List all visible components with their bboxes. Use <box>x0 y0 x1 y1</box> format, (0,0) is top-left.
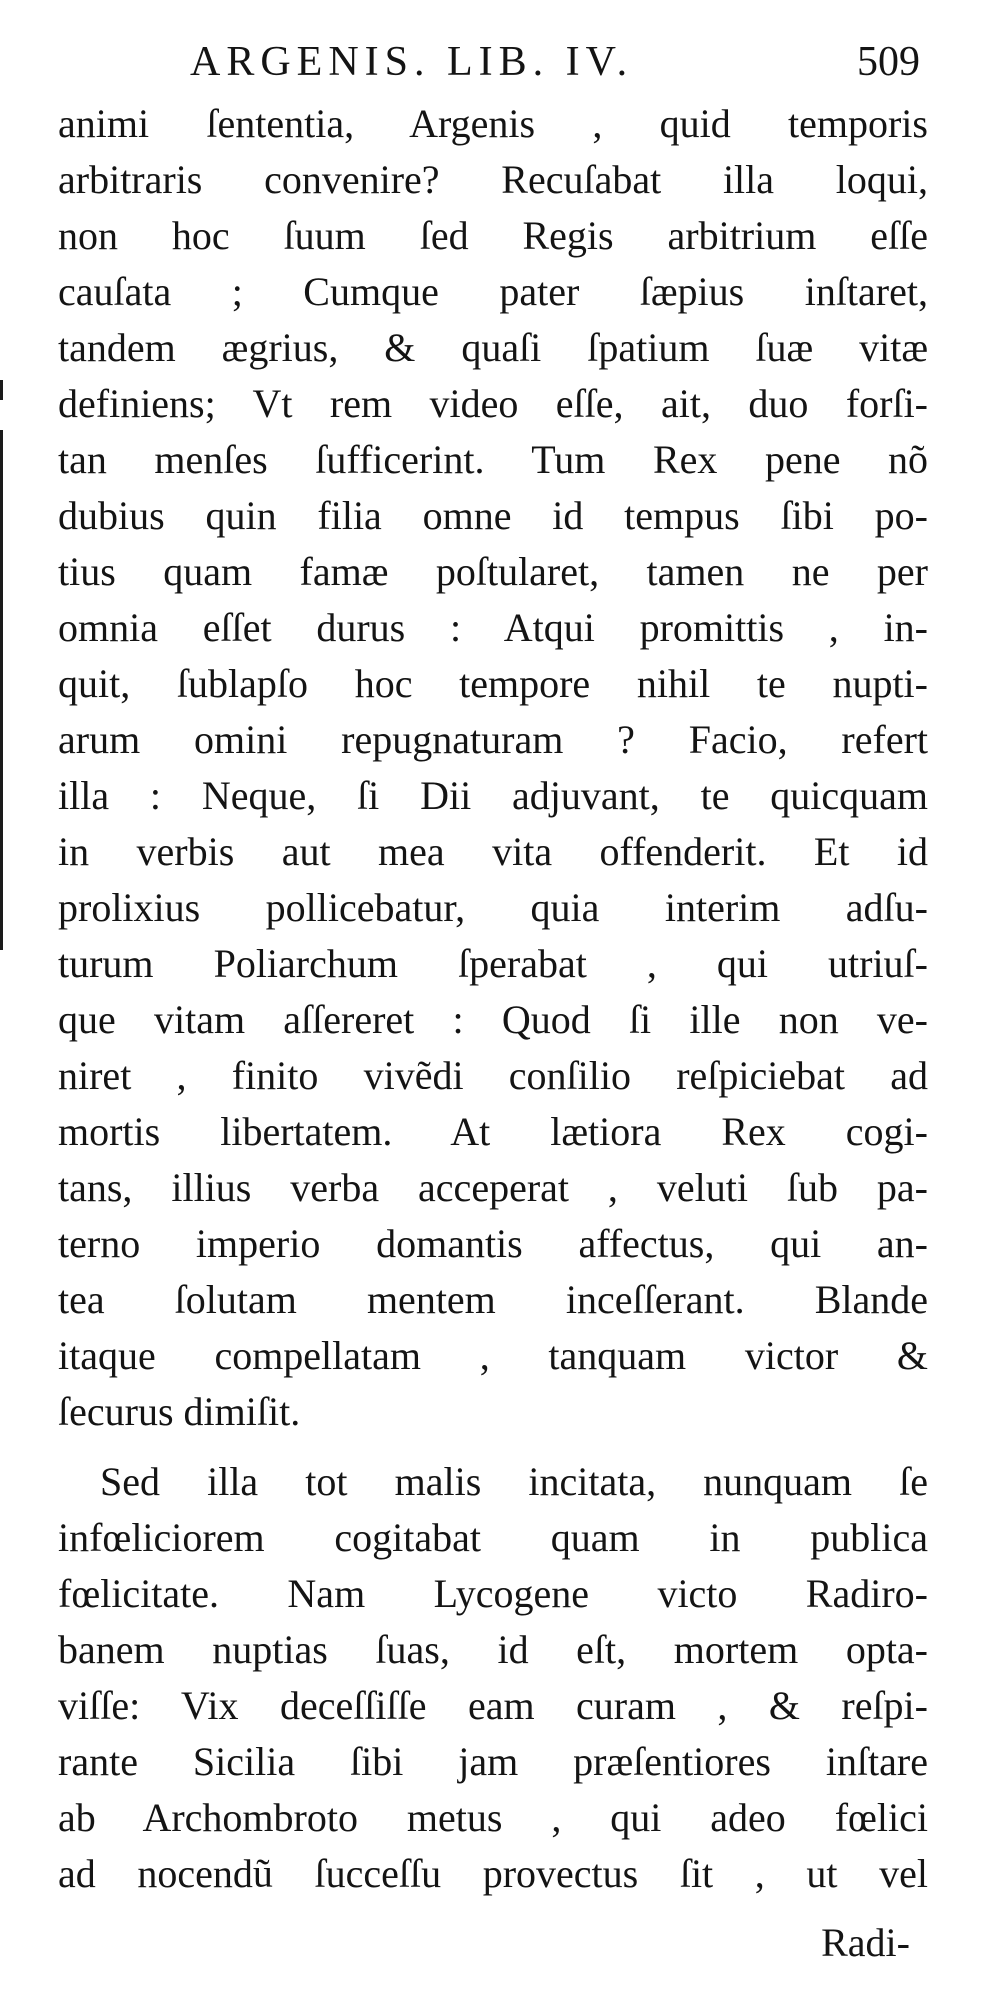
text-line: Sed illa tot malis incitata, nunquam ſe <box>100 1459 928 1504</box>
page-number: 509 <box>857 39 920 85</box>
text-line: ab Archombroto metus , qui adeo fœlici <box>58 1795 928 1840</box>
text-line: non hoc ſuum ſed Regis arbitrium eſſe <box>58 213 928 258</box>
paragraph-1 <box>58 96 928 1440</box>
text-line: tan menſes ſufficerint. Tum Rex pene nõ <box>58 437 928 482</box>
text-line: itaque compellatam , tanquam victor & <box>58 1333 928 1378</box>
text-line: infœliciorem cogitabat quam in publica <box>58 1515 928 1560</box>
text-line: tandem ægrius, & quaſi ſpatium ſuæ vitæ <box>58 325 928 370</box>
text-line: rante Sicilia ſibi jam præſentiores inſtare <box>58 1739 928 1784</box>
text-line: ad nocendũ ſucceſſu provectus ſit , ut vel <box>58 1851 928 1896</box>
text-line: in verbis aut mea vita offenderit. Et id <box>58 829 928 874</box>
paragraph-gap <box>58 1440 928 1454</box>
text-line: animi ſententia, Argenis , quid temporis <box>58 101 928 146</box>
paragraph-2 <box>58 1454 928 1902</box>
text-line: fœlicitate. Nam Lycogene victo Radiro- <box>58 1571 928 1616</box>
text-line: turum Poliarchum ſperabat , qui utriuſ- <box>58 941 928 986</box>
text-line: ſecurus dimiſit. <box>58 1389 301 1434</box>
text-line: arbitraris convenire? Recuſabat illa loqui, <box>58 157 928 202</box>
text-line: prolixius pollicebatur, quia interim adſu- <box>58 885 928 930</box>
text-line: arum omini repugnaturam ? Facio, refert <box>58 717 928 762</box>
text-line: cauſata ; Cumque pater ſæpius inſtaret, <box>58 269 928 314</box>
text-line: tans, illius verba acceperat , veluti ſub pa- <box>58 1165 928 1210</box>
text-line: que vitam aſſereret : Quod ſi ille non ve- <box>58 997 928 1042</box>
catchword: Radi- <box>821 1920 910 1965</box>
text-line: terno imperio domantis affectus, qui an- <box>58 1221 928 1266</box>
running-title: ARGENIS. LIB. IV. <box>190 39 634 85</box>
margin-mark <box>0 380 3 400</box>
text-line: mortis libertatem. At lætiora Rex cogi- <box>58 1109 928 1154</box>
text-line: viſſe: Vix deceſſiſſe eam curam , & reſpi- <box>58 1683 928 1728</box>
margin-rule <box>0 430 3 950</box>
text-line: dubius quin filia omne id tempus ſibi po- <box>58 493 928 538</box>
text-line: quit, ſublapſo hoc tempore nihil te nupti- <box>58 661 928 706</box>
text-line: omnia eſſet durus : Atqui promittis , in- <box>58 605 928 650</box>
text-line: tea ſolutam mentem inceſſerant. Blande <box>58 1277 928 1322</box>
body-text <box>58 96 928 1902</box>
text-line: definiens; Vt rem video eſſe, ait, duo forſi- <box>58 381 928 426</box>
page-header <box>190 38 920 98</box>
text-line: banem nuptias ſuas, id eſt, mortem opta- <box>58 1627 928 1672</box>
text-line: niret , finito vivẽdi conſilio reſpiciebat ad <box>58 1053 928 1098</box>
text-line: illa : Neque, ſi Dii adjuvant, te quicquam <box>58 773 928 818</box>
text-line: tius quam famæ poſtularet, tamen ne per <box>58 549 928 594</box>
